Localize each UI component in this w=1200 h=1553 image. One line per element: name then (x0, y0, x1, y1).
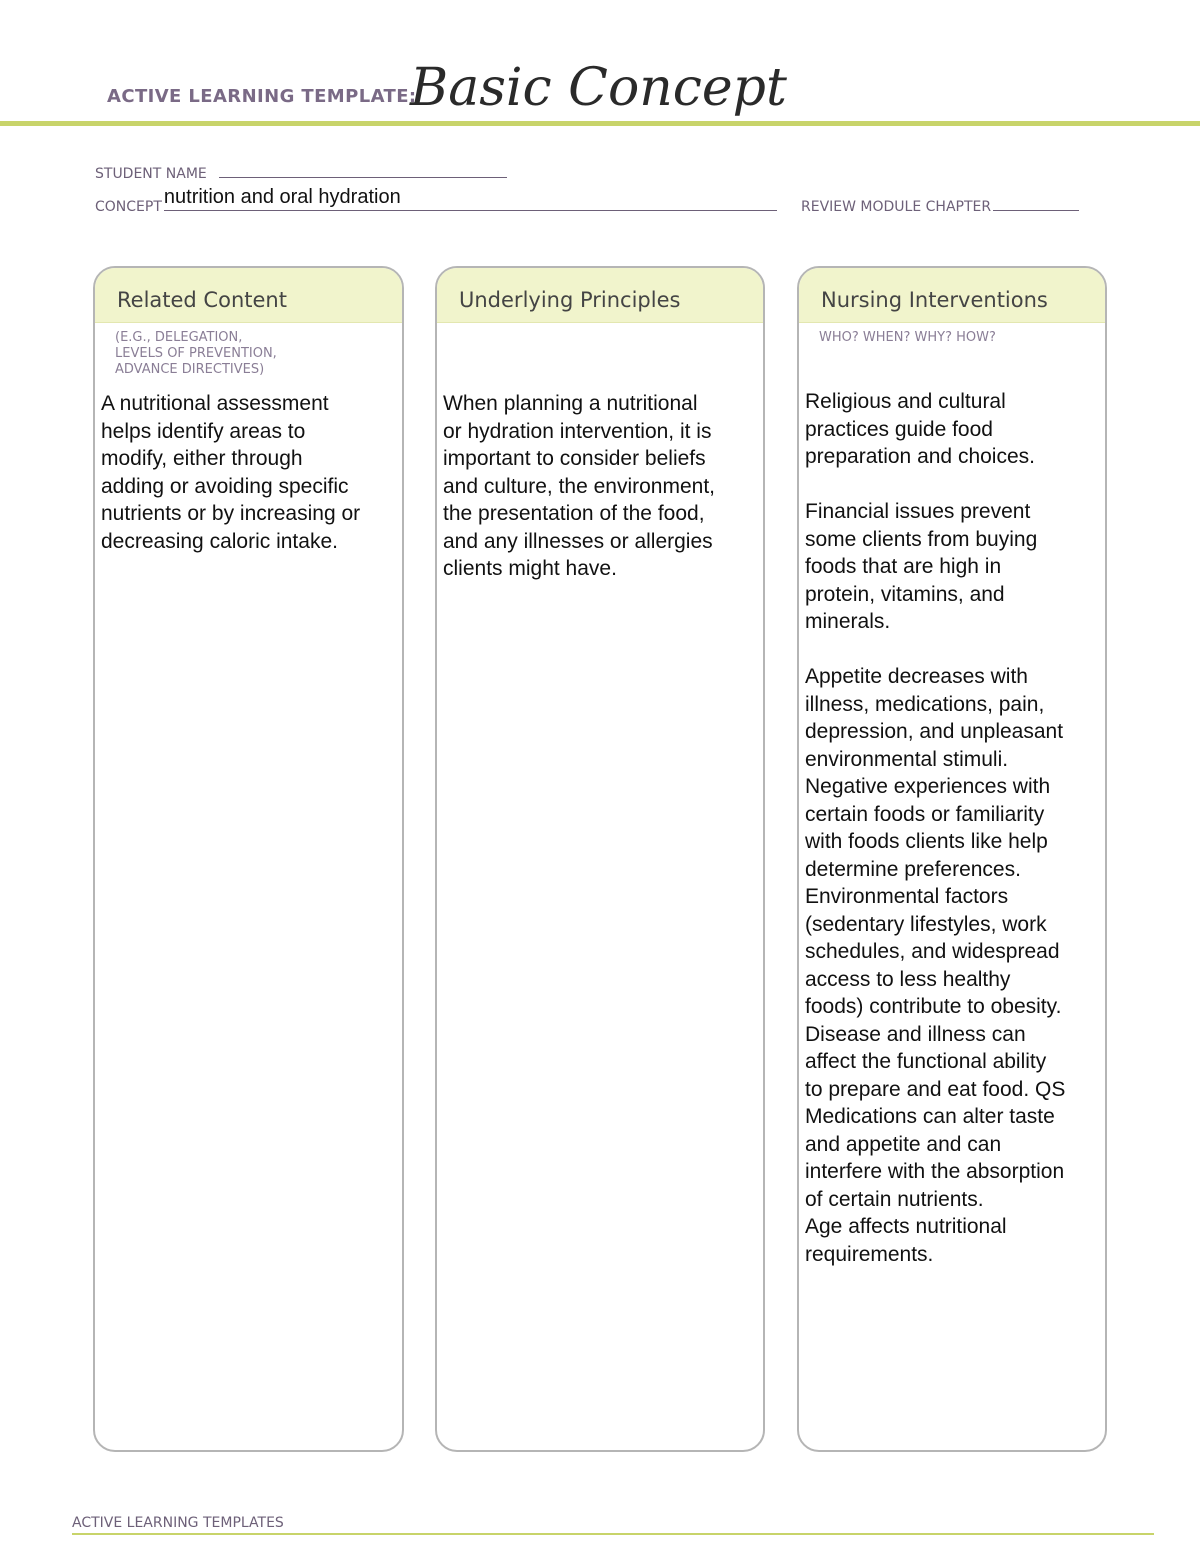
panel-header (799, 268, 1105, 323)
concept-line[interactable] (163, 186, 777, 211)
header-divider (0, 121, 1200, 126)
page-title: Basic Concept (410, 58, 787, 118)
panel-title: Related Content (117, 288, 287, 312)
nursing-interventions-text[interactable]: Religious and cultural practices guide food preparation and choices. Financial issues prevent some clients from buying foods that are high in protein, vitamins, and minerals. Appetite decreases with illness, medications, pain, depression, and unpleasant environmental stimuli. Negative experiences with certain foods or familiarity with foods clients like help determine preferences. Environmental factors (sedentary lifestyles, work schedules, and widespread access to less healthy foods) contribute to obesity. Disease and illness can affect the functional ability to prepare and eat food. QS Medications can alter taste and appetite and can interfere with the absorption of certain nutrients. Age affects nutritional requirements. (805, 390, 1066, 1266)
review-module-field[interactable] (801, 198, 1079, 215)
student-name-line[interactable] (219, 165, 507, 178)
footer-divider (72, 1533, 1154, 1535)
panel-header (95, 268, 402, 323)
student-name-label: STUDENT NAME (95, 166, 207, 182)
footer-label: ACTIVE LEARNING TEMPLATES (72, 1515, 284, 1531)
template-header (0, 0, 1200, 126)
related-content-panel (93, 266, 404, 1452)
review-module-label: REVIEW MODULE CHAPTER (801, 199, 992, 215)
panel-header (437, 268, 763, 323)
panel-subtitle: WHO? WHEN? WHY? HOW? (819, 330, 996, 345)
nursing-interventions-panel (797, 266, 1107, 1452)
student-name-field[interactable] (95, 165, 507, 182)
concept-value: nutrition and oral hydration (163, 186, 401, 208)
related-content-text[interactable]: A nutritional assessment helps identify areas to modify, either through adding or avoiding specific nutrients or by increasing or decreasing caloric intake. (101, 392, 361, 553)
panel-subtitle: (E.G., DELEGATION, LEVELS OF PREVENTION, ADVANCE DIRECTIVES) (115, 330, 277, 377)
panel-title: Underlying Principles (459, 288, 681, 312)
panel-title: Nursing Interventions (821, 288, 1048, 312)
underlying-principles-panel (435, 266, 765, 1452)
template-label: ACTIVE LEARNING TEMPLATE: (107, 86, 417, 107)
review-module-line[interactable] (993, 198, 1079, 211)
concept-label: CONCEPT (95, 199, 162, 215)
concept-field[interactable] (95, 186, 777, 215)
underlying-principles-text[interactable]: When planning a nutritional or hydration intervention, it is important to consider beliefs and culture, the environment, the presentation of the food, and any illnesses or allergies clients might have. (443, 392, 715, 580)
